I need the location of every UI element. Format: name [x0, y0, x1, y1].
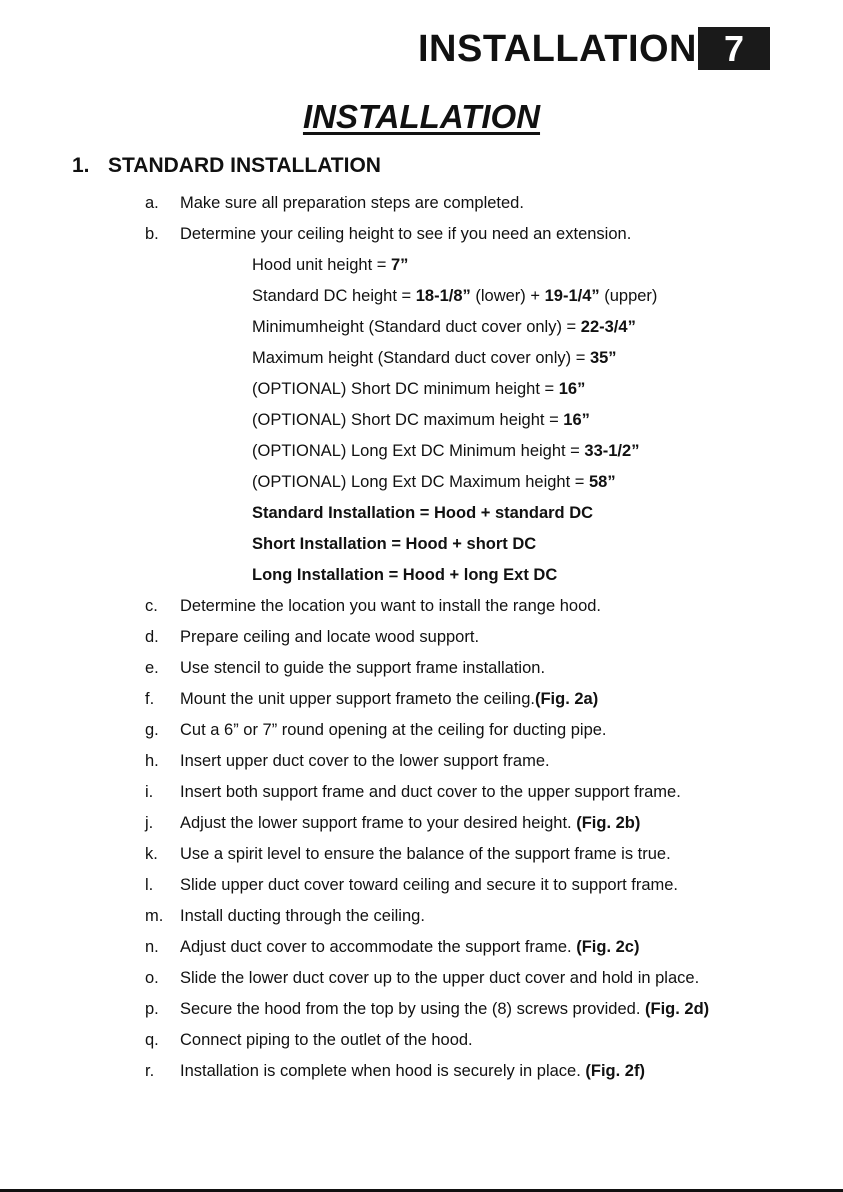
step-marker: b. — [145, 225, 159, 243]
page-number-badge: 7 — [698, 27, 770, 70]
sub-text-plain: (OPTIONAL) Long Ext DC Minimum height = — [252, 442, 585, 460]
sub-text-plain: Hood unit height = — [252, 256, 391, 274]
step-text-plain: Adjust the lower support frame to your desired height. — [180, 814, 577, 832]
figure-reference: (Fig. 2d) — [645, 1000, 710, 1018]
step-text — [180, 750, 550, 772]
step-text — [180, 719, 607, 741]
sub-text-plain: (OPTIONAL) Long Ext DC Maximum height = — [252, 473, 589, 491]
sub-text — [252, 254, 408, 276]
sub-text-plain: Standard DC height = — [252, 287, 416, 305]
step-marker: j. — [145, 814, 154, 832]
step-text — [180, 688, 598, 710]
step-text: Make sure all preparation steps are completed. — [180, 194, 524, 212]
step-text-plain: Secure the hood from the top by using the (8) screws provided. — [180, 1000, 645, 1018]
step-text — [180, 1029, 473, 1051]
step-marker: r. — [145, 1062, 155, 1080]
main-title-text: INSTALLATION — [302, 98, 541, 135]
step-marker: d. — [145, 628, 159, 646]
step-text-plain: Insert upper duct cover to the lower support frame. — [180, 752, 550, 770]
step-text-plain: Install ducting through the ceiling. — [180, 907, 425, 925]
section-title: STANDARD INSTALLATION — [108, 154, 381, 177]
step-marker: c. — [145, 597, 158, 615]
step-text — [180, 967, 699, 989]
sub-text — [252, 440, 639, 462]
main-title — [0, 97, 843, 137]
sub-value: 7” — [390, 256, 409, 274]
figure-reference: (Fig. 2b) — [576, 814, 641, 832]
step-text-plain: Prepare ceiling and locate wood support. — [180, 628, 480, 646]
step-marker: h. — [145, 752, 159, 770]
step-text-plain: Mount the unit upper support frameto the ceiling. — [180, 690, 535, 708]
step-text-plain: Use a spirit level to ensure the balance of the support frame is true. — [180, 845, 671, 863]
step-text — [180, 657, 545, 679]
step-text-plain: Slide upper duct cover toward ceiling and secure it to support frame. — [180, 876, 679, 894]
step-marker: k. — [145, 845, 158, 863]
figure-reference: (Fig. 2c) — [576, 938, 640, 956]
step-text — [180, 998, 709, 1020]
sub-text — [252, 533, 536, 555]
sub-value: 35” — [589, 349, 617, 367]
step-text — [180, 595, 601, 617]
figure-reference: (Fig. 2a) — [534, 690, 599, 708]
sub-value-2: 19-1/4” — [544, 287, 600, 305]
sub-text — [252, 347, 617, 369]
step-text-plain: Adjust duct cover to accommodate the support frame. — [180, 938, 577, 956]
sub-text — [252, 316, 636, 338]
page-header-title: INSTALLATION — [418, 28, 697, 70]
step-marker: n. — [145, 938, 159, 956]
step-marker: o. — [145, 969, 159, 987]
sub-text-after: (lower) + — [470, 287, 545, 305]
sub-text — [252, 285, 657, 307]
step-text: Determine your ceiling height to see if you need an extension. — [180, 225, 632, 243]
sub-value: 22-3/4” — [580, 318, 636, 336]
step-marker: f. — [145, 690, 155, 708]
sub-text-plain: (OPTIONAL) Short DC minimum height = — [252, 380, 559, 398]
sub-value: Standard Installation = Hood + standard DC — [252, 504, 594, 522]
step-marker: p. — [145, 1000, 159, 1018]
sub-value: 58” — [589, 473, 616, 491]
sub-text — [252, 378, 585, 400]
step-text — [180, 843, 671, 865]
sub-text-plain: Minimumheight (Standard duct cover only) = — [252, 318, 581, 336]
step-text-plain: Slide the lower duct cover up to the upper duct cover and hold in place. — [180, 969, 700, 987]
sub-text-plain: (OPTIONAL) Short DC maximum height = — [252, 411, 564, 429]
sub-text-plain: Maximum height (Standard duct cover only) = — [252, 349, 590, 367]
sub-value: 16” — [558, 380, 586, 398]
sub-value: 18-1/8” — [415, 287, 471, 305]
step-marker: m. — [145, 907, 164, 925]
sub-text-after-2: (upper) — [599, 287, 658, 305]
step-marker: g. — [145, 721, 159, 739]
step-text — [180, 781, 681, 803]
step-text-plain: Cut a 6” or 7” round opening at the ceiling for ducting pipe. — [180, 721, 607, 739]
section-heading — [72, 153, 381, 179]
sub-value: 16” — [563, 411, 590, 429]
step-text — [180, 1060, 645, 1082]
sub-value: Short Installation = Hood + short DC — [252, 535, 537, 553]
step-text-plain: Insert both support frame and duct cover to the upper support frame. — [180, 783, 681, 801]
step-text — [180, 936, 639, 958]
step-text — [180, 626, 479, 648]
sub-text — [252, 471, 616, 493]
sub-value: 33-1/2” — [584, 442, 640, 460]
figure-reference: (Fig. 2f) — [585, 1062, 645, 1080]
sub-text — [252, 409, 590, 431]
step-marker: e. — [145, 659, 159, 677]
step-text-plain: Use stencil to guide the support frame installation. — [180, 659, 546, 677]
step-marker: q. — [145, 1031, 159, 1049]
sub-value: Long Installation = Hood + long Ext DC — [252, 566, 558, 584]
sub-text — [252, 564, 557, 586]
step-marker: l. — [145, 876, 154, 894]
step-text — [180, 812, 640, 834]
step-marker: i. — [145, 783, 154, 801]
step-text-plain: Installation is complete when hood is securely in place. — [180, 1062, 586, 1080]
step-text-plain: Determine the location you want to install the range hood. — [180, 597, 602, 615]
step-text — [180, 905, 425, 927]
section-number: 1. — [72, 154, 90, 177]
step-text — [180, 874, 678, 896]
step-marker: a. — [145, 194, 159, 212]
step-text-plain: Connect piping to the outlet of the hood. — [180, 1031, 473, 1049]
sub-text — [252, 502, 593, 524]
